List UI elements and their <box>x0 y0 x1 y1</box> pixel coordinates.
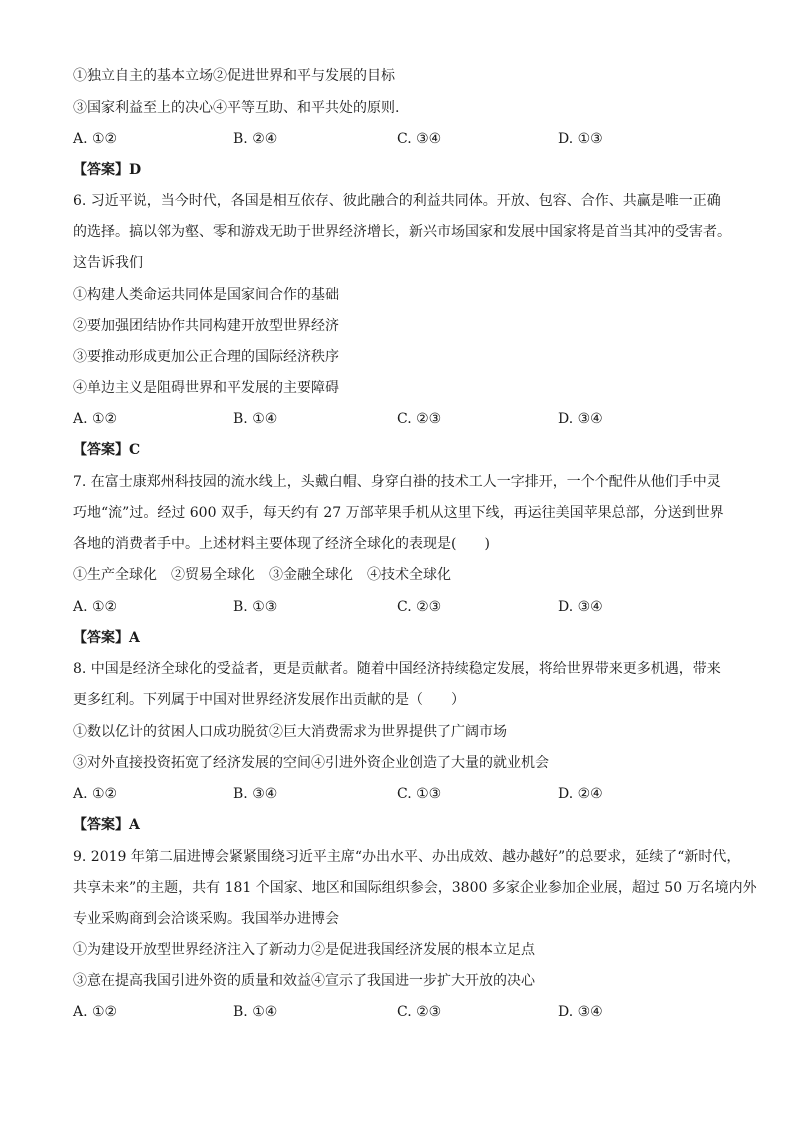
q6-option-d: D. ③④ <box>558 411 603 427</box>
q5-option-d: D. ①③ <box>558 131 603 147</box>
q9-stem-line-2: 共享未来”的主题，共有 181 个国家、地区和国际组织参会，3800 多家企业参加企业展，超过 50 万名境内外 <box>73 880 757 896</box>
q6-option-c: C. ②③ <box>397 411 442 427</box>
q9-option-b: B. ①④ <box>233 1004 278 1020</box>
q6-answer: 【答案】C <box>73 442 141 458</box>
q5-item-line-1: ①独立自主的基本立场②促进世界和平与发展的目标 <box>73 68 395 84</box>
q5-option-c: C. ③④ <box>397 131 442 147</box>
q8-option-c: C. ①③ <box>397 786 442 802</box>
q9-stem-line-1: 9. 2019 年第二届进博会紧紧围绕习近平主席“办出水平、办出成效、越办越好”的总要求，延续了“新时代， <box>73 849 741 865</box>
q9-option-d: D. ③④ <box>558 1004 603 1020</box>
q5-item-line-2: ③国家利益至上的决心④平等互助、和平共处的原则. <box>73 100 400 116</box>
q6-item-3: ③要推动形成更加公正合理的国际经济秩序 <box>73 349 339 365</box>
q8-answer: 【答案】A <box>73 817 140 833</box>
q7-stem-line-3: 各地的消费者手中。上述材料主要体现了经济全球化的表现是( ) <box>73 536 490 552</box>
q6-stem-line-2: 的选择。搞以邻为壑、零和游戏无助于世界经济增长，新兴市场国家和发展中国家将是首当其冲的受害者。 <box>73 224 731 240</box>
q8-stem-line-1: 8. 中国是经济全球化的受益者，更是贡献者。随着中国经济持续稳定发展，将给世界带来更多机遇，带来 <box>73 661 721 677</box>
q6-item-2: ②要加强团结协作共同构建开放型世界经济 <box>73 318 339 334</box>
q7-option-c: C. ②③ <box>397 599 442 615</box>
q7-option-a: A. ①② <box>73 599 118 615</box>
q9-option-c: C. ②③ <box>397 1004 442 1020</box>
q7-answer: 【答案】A <box>73 630 140 646</box>
q7-option-d: D. ③④ <box>558 599 603 615</box>
q5-option-b: B. ②④ <box>233 131 278 147</box>
q6-item-1: ①构建人类命运共同体是国家间合作的基础 <box>73 287 339 303</box>
q9-stem-line-3: 专业采购商到会洽谈采购。我国举办进博会 <box>73 911 339 927</box>
q9-option-a: A. ①② <box>73 1004 118 1020</box>
q7-items: ①生产全球化 ②贸易全球化 ③金融全球化 ④技术全球化 <box>73 567 451 583</box>
q6-item-4: ④单边主义是阻碍世界和平发展的主要障碍 <box>73 380 339 396</box>
q8-item-line-1: ①数以亿计的贫困人口成功脱贫②巨大消费需求为世界提供了广阔市场 <box>73 724 507 740</box>
q8-option-a: A. ①② <box>73 786 118 802</box>
q8-option-b: B. ③④ <box>233 786 278 802</box>
q5-answer: 【答案】D <box>73 162 142 178</box>
q9-item-line-2: ③意在提高我国引进外资的质量和效益④宣示了我国进一步扩大开放的决心 <box>73 973 535 989</box>
q6-stem-line-1: 6. 习近平说，当今时代，各国是相互依存、彼此融合的利益共同体。开放、包容、合作、共赢是唯一正确 <box>73 193 721 209</box>
q6-option-a: A. ①② <box>73 411 118 427</box>
q6-stem-line-3: 这告诉我们 <box>73 255 143 271</box>
q7-stem-line-1: 7. 在富士康郑州科技园的流水线上，头戴白帽、身穿白褂的技术工人一字排开，一个个配件从他们手中灵 <box>73 474 721 490</box>
q6-option-b: B. ①④ <box>233 411 278 427</box>
q8-item-line-2: ③对外直接投资拓宽了经济发展的空间④引进外资企业创造了大量的就业机会 <box>73 755 549 771</box>
q5-option-a: A. ①② <box>73 131 118 147</box>
q8-option-d: D. ②④ <box>558 786 603 802</box>
q7-stem-line-2: 巧地“流”过。经过 600 双手，每天约有 27 万部苹果手机从这里下线，再运往美国苹果总部，分送到世界 <box>73 505 724 521</box>
q9-item-line-1: ①为建设开放型世界经济注入了新动力②是促进我国经济发展的根本立足点 <box>73 942 535 958</box>
q8-stem-line-2: 更多红利。下列属于中国对世界经济发展作出贡献的是（ ） <box>73 692 465 708</box>
q7-option-b: B. ①③ <box>233 599 278 615</box>
